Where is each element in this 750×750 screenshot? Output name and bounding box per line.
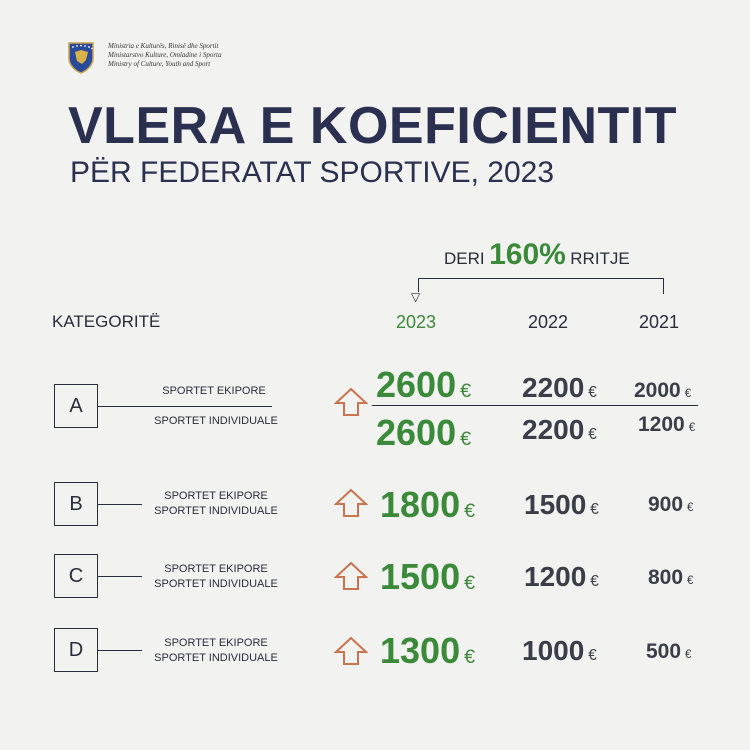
category-c-box: C [54, 554, 98, 598]
category-c-individuale-label: SPORTET INDIVIDUALE [154, 578, 278, 590]
category-b-connector [98, 504, 142, 505]
category-d-individuale-label: SPORTET INDIVIDUALE [154, 652, 278, 664]
growth-callout [444, 238, 630, 272]
category-c-ekipore-label: SPORTET EKIPORE [164, 563, 268, 575]
category-b-individuale-label: SPORTET INDIVIDUALE [154, 505, 278, 517]
page-title: VLERA E KOEFICIENTIT [68, 97, 677, 155]
category-c-2023: 1500 € [380, 556, 476, 597]
category-d-2021: 500 € [646, 640, 692, 663]
growth-percent: 160% [489, 238, 566, 271]
category-a-individuale-2023: 2600 € [376, 412, 472, 453]
growth-bracket [418, 278, 664, 279]
category-d-2022: 1000 € [522, 635, 597, 666]
ministry-line-sr: Ministarstvo Kulture, Omladine i Sporta [108, 51, 222, 59]
category-a-ekipore-2023: 2600 € [376, 364, 472, 405]
year-2021-header: 2021 [639, 312, 680, 332]
category-c-2021: 800 € [648, 566, 694, 589]
category-a-individuale-2021: 1200 € [638, 413, 696, 436]
up-arrow-outline-icon [334, 636, 368, 666]
growth-suffix: RRITJE [570, 249, 630, 268]
up-arrow-outline-icon [334, 387, 368, 417]
category-a-individuale-2022: 2200 € [522, 414, 597, 445]
category-a-divider [372, 405, 698, 406]
category-d-connector [98, 650, 142, 651]
category-a-box: A [54, 384, 98, 428]
year-2022-header: 2022 [528, 312, 569, 332]
category-d-2023: 1300 € [380, 630, 476, 671]
category-a-ekipore-2022: 2200 € [522, 372, 597, 403]
category-b-box: B [54, 482, 98, 526]
kosovo-coat-of-arms-icon [66, 40, 96, 74]
category-header: KATEGORITË [52, 312, 161, 331]
up-arrow-outline-icon [334, 561, 368, 591]
up-arrow-outline-icon [334, 488, 368, 518]
arrow-down-icon: ▽ [411, 290, 421, 304]
ministry-line-sq: Ministria e Kulturës, Rinisë dhe Sportit [108, 42, 219, 50]
category-b-2023: 1800 € [380, 484, 476, 525]
growth-prefix: DERI [444, 249, 485, 268]
ministry-name [108, 42, 222, 69]
category-c-2022: 1200 € [524, 561, 599, 592]
growth-bracket-right [663, 278, 664, 294]
year-2023-header: 2023 [396, 312, 437, 332]
category-d-ekipore-label: SPORTET EKIPORE [164, 637, 268, 649]
category-c-connector [98, 576, 142, 577]
page-subtitle: PËR FEDERATAT SPORTIVE, 2023 [70, 156, 555, 189]
category-d-box: D [54, 628, 98, 672]
ministry-line-en: Ministry of Culture, Youth and Sport [108, 60, 211, 68]
category-b-2022: 1500 € [524, 489, 599, 520]
category-a-ekipore-2021: 2000 € [634, 379, 692, 402]
category-b-ekipore-label: SPORTET EKIPORE [164, 490, 268, 502]
category-a-connector [98, 406, 272, 407]
category-a-ekipore-label: SPORTET EKIPORE [162, 385, 266, 397]
category-a-individuale-label: SPORTET INDIVIDUALE [154, 415, 278, 427]
category-b-2021: 900 € [648, 493, 694, 516]
